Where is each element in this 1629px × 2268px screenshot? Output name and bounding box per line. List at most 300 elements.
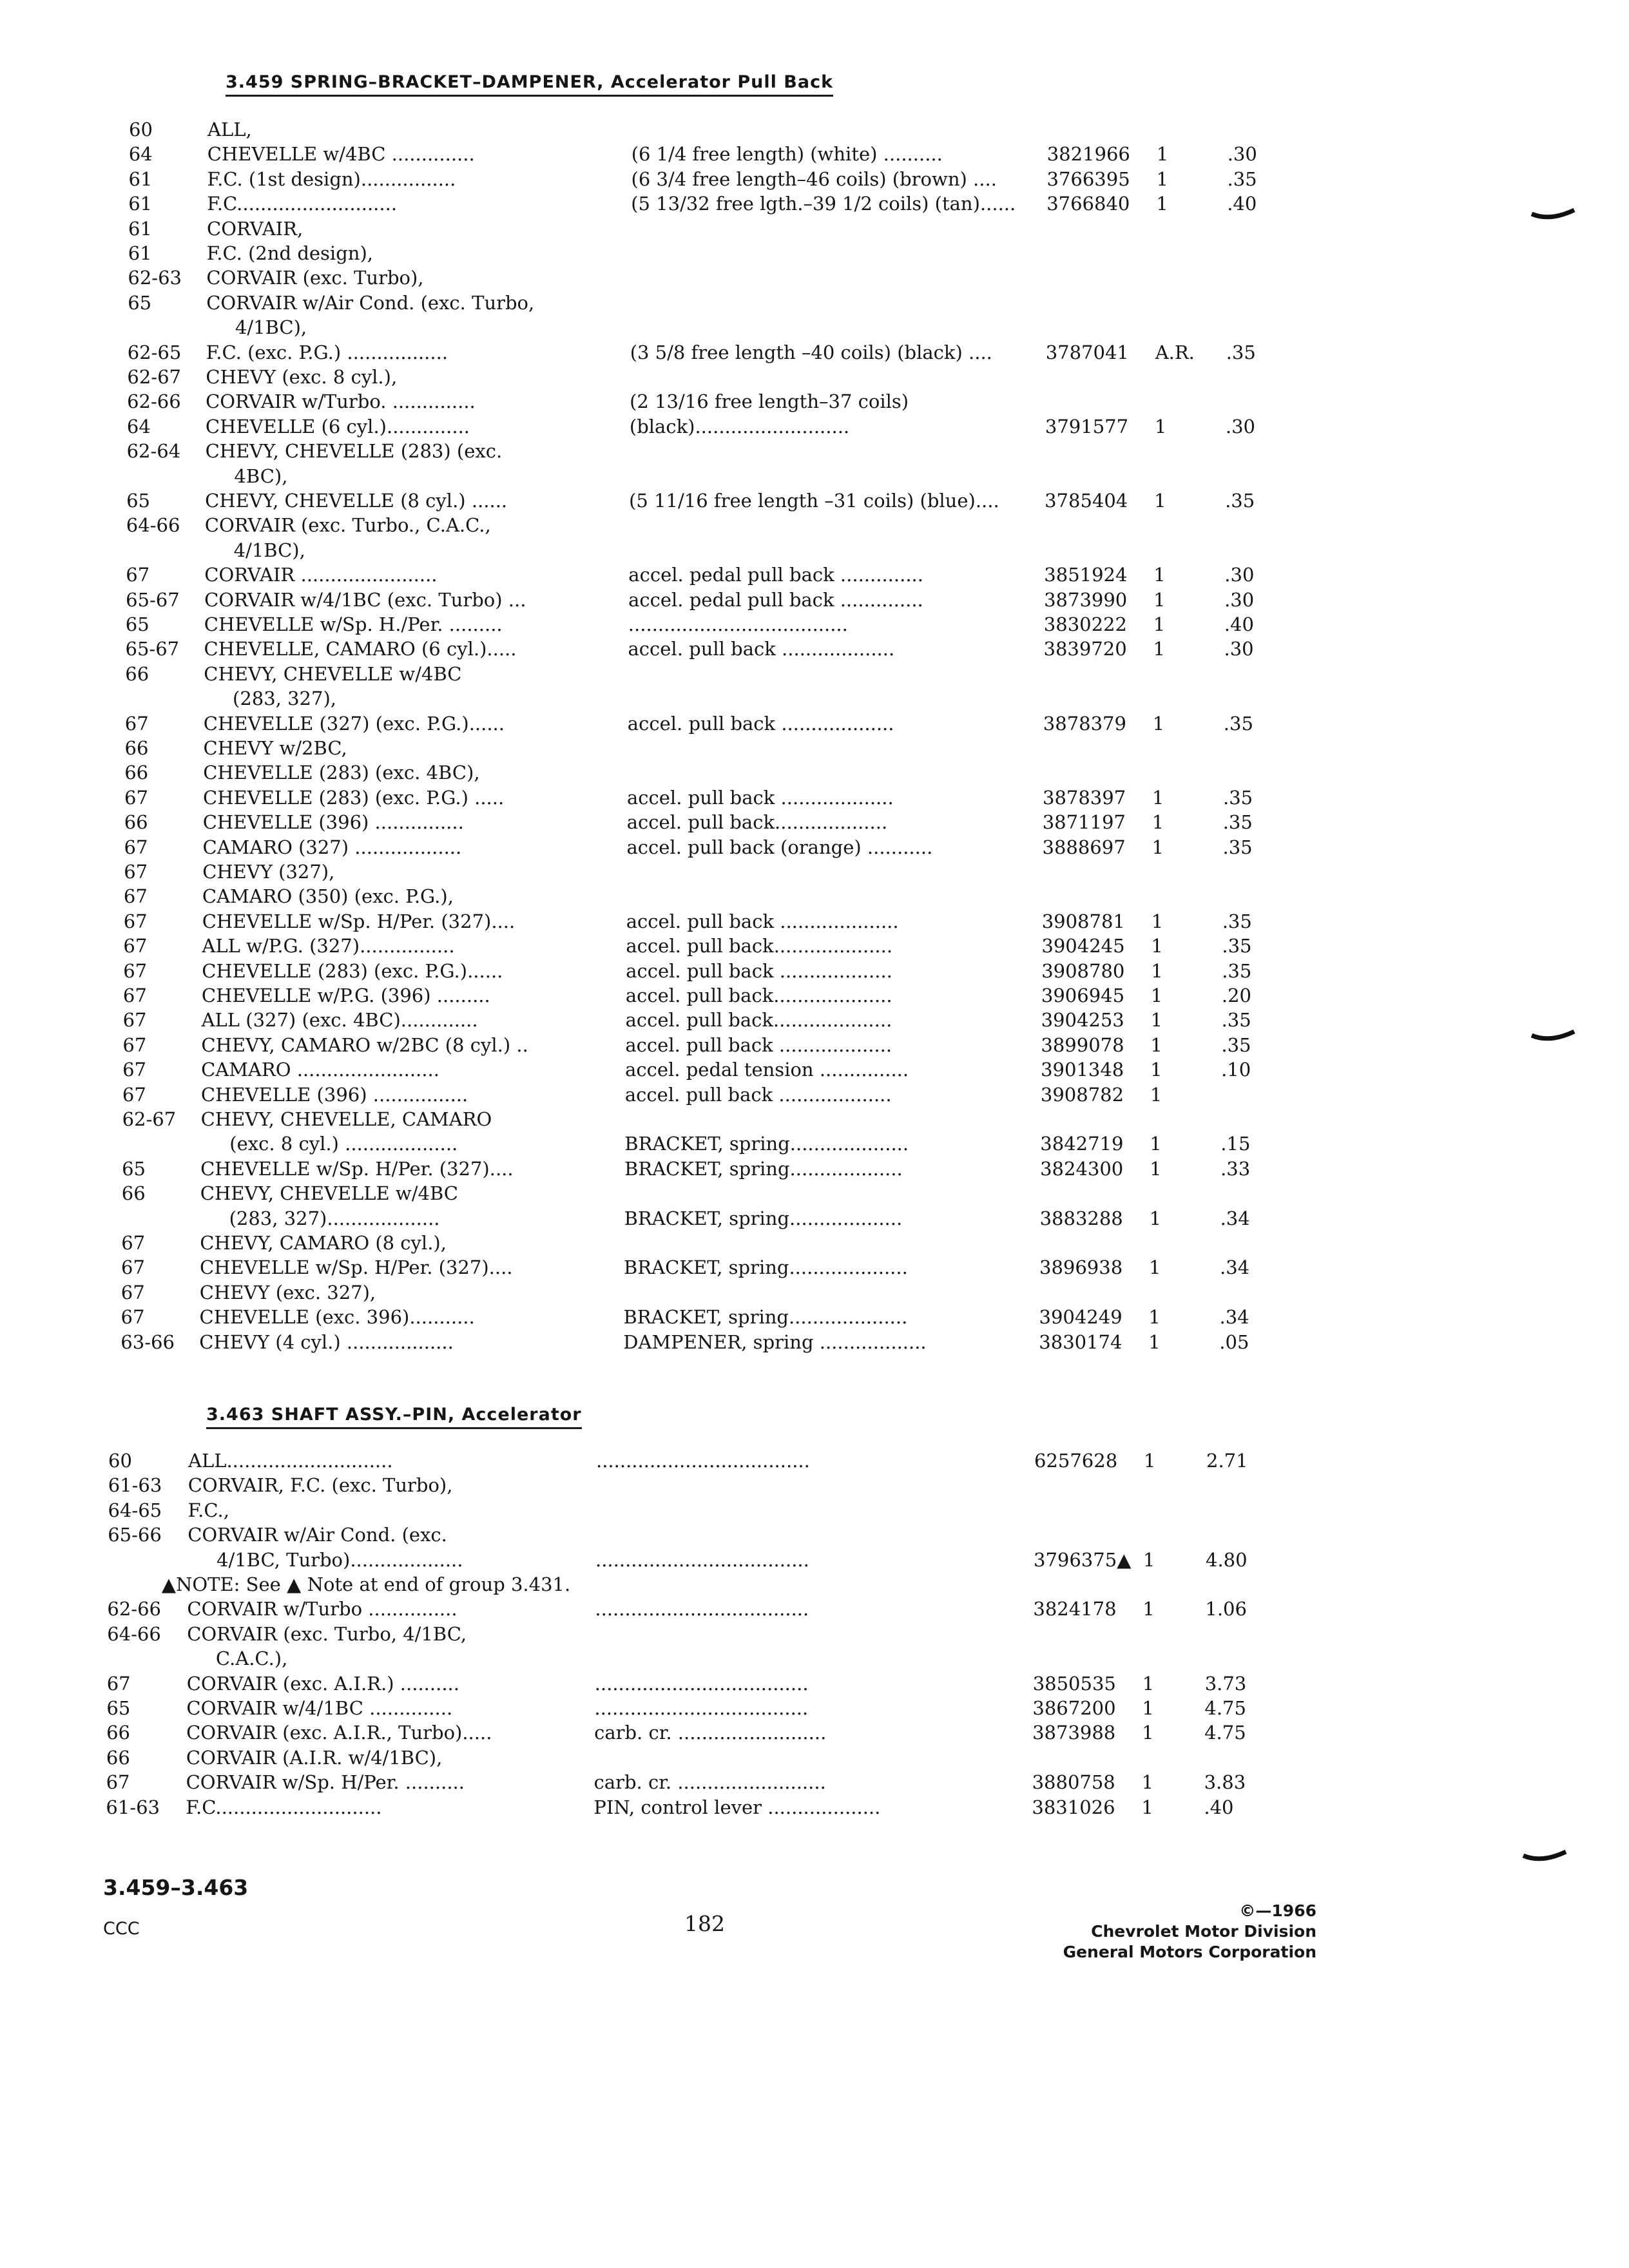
table-row xyxy=(0,1622,1224,1646)
cell-price: .30 xyxy=(1227,143,1257,166)
cell-price: 4.75 xyxy=(1204,1697,1246,1719)
cell-qty: 1 xyxy=(1150,1133,1162,1155)
cell-desc: carb. cr. ......................... xyxy=(594,1722,827,1744)
cell-part: 3824300 xyxy=(1040,1157,1124,1180)
cell-year: 66 xyxy=(125,662,149,685)
cell-part: 3830174 xyxy=(1039,1331,1123,1353)
cell-qty: 1 xyxy=(1142,1697,1154,1719)
cell-app: CHEVY (exc. 8 cyl.), xyxy=(206,366,398,388)
table-row xyxy=(0,637,1254,661)
table-row xyxy=(0,1082,1224,1107)
cell-part: 3851924 xyxy=(1044,564,1128,586)
cell-part: 3824178 xyxy=(1033,1598,1117,1620)
cell-year: 67 xyxy=(122,1083,146,1106)
cell-desc: (black).......................... xyxy=(629,415,850,437)
cell-year: 65 xyxy=(122,1157,146,1180)
cell-year: 67 xyxy=(121,1256,145,1279)
cell-app: CORVAIR w/Turbo. .............. xyxy=(206,390,476,413)
table-row xyxy=(0,736,1224,760)
table-row xyxy=(0,340,1256,365)
table-row xyxy=(0,860,1224,884)
cell-app: (283, 327), xyxy=(233,687,336,710)
cell-part: 3831026 xyxy=(1032,1796,1115,1818)
cell-app: F.C., xyxy=(188,1499,229,1521)
cell-app: CHEVELLE (283) (exc. 4BC), xyxy=(203,762,480,784)
cell-part: 3842719 xyxy=(1040,1133,1124,1155)
cell-app: (283, 327)................... xyxy=(229,1207,440,1229)
cell-year: 64 xyxy=(128,143,153,166)
cell-year: 65 xyxy=(106,1697,131,1719)
cell-price: .35 xyxy=(1222,910,1252,932)
table-row xyxy=(0,1280,1224,1305)
cell-year: 61 xyxy=(128,168,153,190)
cell-desc: (6 1/4 free length) (white) .......... xyxy=(631,143,943,166)
cell-price: .35 xyxy=(1222,811,1253,834)
cell-qty: 1 xyxy=(1153,564,1166,586)
cell-app: CHEVY, CHEVELLE, CAMARO xyxy=(200,1108,492,1130)
table-row xyxy=(0,265,1224,290)
table-row xyxy=(0,1206,1250,1231)
cell-app: CORVAIR (exc. A.I.R.) .......... xyxy=(186,1672,459,1695)
cell-price: .30 xyxy=(1224,638,1254,660)
cell-part: 3904253 xyxy=(1041,1009,1124,1032)
cell-part: 3888697 xyxy=(1042,836,1126,858)
table-row xyxy=(0,167,1257,191)
table-row xyxy=(0,1107,1224,1131)
cell-qty: 1 xyxy=(1150,1033,1162,1056)
cell-desc: accel. pedal pull back .............. xyxy=(628,588,923,611)
table-row xyxy=(0,1448,1248,1473)
table-row xyxy=(0,117,1224,142)
table-row xyxy=(0,142,1257,166)
cell-year: 65-66 xyxy=(108,1524,162,1546)
table-row xyxy=(0,1696,1246,1720)
cell-price: 4.80 xyxy=(1206,1548,1248,1571)
cell-part: 3908782 xyxy=(1040,1083,1124,1106)
table-row xyxy=(0,365,1224,389)
cell-part: 3873988 xyxy=(1032,1722,1116,1744)
cell-part: 3908780 xyxy=(1041,959,1125,982)
cell-part: 3839720 xyxy=(1043,638,1127,660)
binding-mark-icon xyxy=(1530,1029,1576,1043)
footer-copyright: ©—1966 xyxy=(1239,1901,1316,1920)
cell-part: 3904249 xyxy=(1039,1306,1123,1329)
footer-code: CCC xyxy=(103,1919,140,1939)
cell-qty: 1 xyxy=(1150,1009,1163,1032)
cell-desc: carb. cr. ......................... xyxy=(593,1771,826,1794)
cell-price: .35 xyxy=(1222,935,1252,957)
cell-price: .30 xyxy=(1225,415,1256,437)
cell-qty: 1 xyxy=(1141,1796,1153,1818)
footer-group-range: 3.459–3.463 xyxy=(103,1875,249,1900)
cell-qty: 1 xyxy=(1152,836,1164,858)
cell-year: 67 xyxy=(122,1059,146,1081)
cell-app: CHEVY (327), xyxy=(202,861,335,883)
cell-part: 3766840 xyxy=(1046,193,1130,215)
cell-desc: ..................................... xyxy=(628,613,848,635)
cell-app: CORVAIR w/Sp. H/Per. .......... xyxy=(186,1771,465,1794)
cell-app: CORVAIR (exc. Turbo), xyxy=(206,267,424,289)
cell-app: CORVAIR w/Turbo ............... xyxy=(187,1598,458,1620)
cell-part: 3873990 xyxy=(1044,588,1128,611)
cell-app: ▲NOTE: See ▲ Note at end of group 3.431. xyxy=(161,1573,571,1595)
cell-qty: 1 xyxy=(1154,490,1166,512)
cell-app: CHEVY, CHEVELLE w/4BC xyxy=(200,1182,458,1205)
cell-price: 1.06 xyxy=(1205,1598,1247,1620)
cell-desc: accel. pull back ................... xyxy=(624,1083,892,1106)
table-row xyxy=(0,1770,1246,1794)
cell-year: 62-66 xyxy=(127,390,181,413)
cell-desc: accel. pull back.................... xyxy=(625,985,892,1006)
cell-price: .35 xyxy=(1223,712,1253,735)
cell-price: .35 xyxy=(1227,168,1257,190)
cell-app: CHEVELLE, CAMARO (6 cyl.)..... xyxy=(204,638,517,660)
cell-price: 3.83 xyxy=(1204,1771,1246,1794)
cell-year: 66 xyxy=(124,737,149,759)
cell-app: CHEVELLE (283) (exc. P.G.) ..... xyxy=(203,786,505,809)
cell-qty: 1 xyxy=(1150,1083,1162,1106)
cell-qty: 1 xyxy=(1156,143,1169,166)
cell-year: 62-66 xyxy=(107,1598,161,1620)
cell-app: ALL w/P.G. (327)................ xyxy=(202,935,455,957)
cell-year: 60 xyxy=(129,119,153,140)
cell-qty: 1 xyxy=(1150,1059,1162,1081)
binding-mark-icon xyxy=(1522,1849,1567,1863)
cell-year: 67 xyxy=(120,1306,145,1329)
table-row xyxy=(0,1720,1246,1745)
table-row xyxy=(0,1646,1224,1671)
cell-desc: BRACKET, spring.................... xyxy=(624,1256,908,1279)
cell-desc: BRACKET, spring.................... xyxy=(624,1133,909,1155)
cell-app: CAMARO (350) (exc. P.G.), xyxy=(202,885,454,908)
cell-year: 67 xyxy=(122,985,147,1006)
cell-qty: 1 xyxy=(1142,1672,1155,1695)
cell-price: .34 xyxy=(1219,1306,1249,1329)
cell-desc: (5 11/16 free length –31 coils) (blue).... xyxy=(629,490,999,512)
cell-part: 3850535 xyxy=(1032,1672,1116,1695)
cell-qty: 1 xyxy=(1156,193,1168,215)
table-row xyxy=(0,785,1253,810)
table-row xyxy=(0,1157,1251,1181)
cell-qty: 1 xyxy=(1153,638,1165,660)
cell-app: CHEVELLE (6 cyl.).............. xyxy=(205,415,470,437)
cell-app: 4BC), xyxy=(234,465,288,487)
table-row xyxy=(0,1745,1224,1770)
cell-qty: 1 xyxy=(1152,712,1165,735)
cell-price: .35 xyxy=(1221,1033,1251,1056)
cell-app: (exc. 8 cyl.) ................... xyxy=(229,1133,458,1155)
cell-year: 60 xyxy=(108,1450,132,1472)
cell-qty: 1 xyxy=(1152,786,1164,809)
cell-app: CHEVELLE (396) ............... xyxy=(202,811,464,834)
cell-app: CHEVY w/2BC, xyxy=(203,737,347,759)
cell-part: 3766395 xyxy=(1046,168,1130,190)
cell-app: CHEVY, CAMARO (8 cyl.), xyxy=(200,1232,447,1254)
table-row xyxy=(0,1131,1251,1156)
cell-qty: 1 xyxy=(1148,1306,1161,1329)
cell-desc: accel. pull back .................... xyxy=(626,910,899,932)
table-row xyxy=(0,686,1224,711)
cell-part: 3883288 xyxy=(1039,1207,1123,1229)
cell-desc: (6 3/4 free length–46 coils) (brown) .... xyxy=(631,168,997,190)
cell-qty: 1 xyxy=(1141,1771,1154,1794)
cell-app: ALL, xyxy=(207,119,252,140)
cell-price: .15 xyxy=(1220,1133,1251,1155)
cell-price: 4.75 xyxy=(1204,1722,1246,1744)
cell-year: 61 xyxy=(128,193,153,215)
cell-app: F.C. (2nd design), xyxy=(206,242,373,264)
cell-year: 66 xyxy=(124,762,149,784)
cell-price: 3.73 xyxy=(1204,1672,1247,1695)
cell-year: 66 xyxy=(124,811,148,834)
cell-year: 61 xyxy=(128,217,152,240)
table-row xyxy=(0,1008,1251,1032)
table-row xyxy=(0,464,1224,488)
page-number: 182 xyxy=(684,1911,725,1936)
cell-year: 65 xyxy=(125,613,149,635)
cell-year: 66 xyxy=(106,1746,130,1769)
cell-price: .10 xyxy=(1221,1059,1251,1081)
cell-app: CORVAIR w/4/1BC (exc. Turbo) ... xyxy=(204,588,526,611)
cell-desc: BRACKET, spring................... xyxy=(624,1207,903,1229)
cell-desc: .................................... xyxy=(594,1672,809,1695)
cell-app: ALL............................ xyxy=(188,1450,393,1472)
cell-app: CORVAIR, F.C. (exc. Turbo), xyxy=(188,1474,453,1497)
table-row xyxy=(0,241,1224,265)
cell-year: 67 xyxy=(123,935,148,957)
cell-price: .35 xyxy=(1222,836,1253,858)
cell-price: .20 xyxy=(1221,985,1252,1006)
cell-year: 67 xyxy=(123,885,148,908)
cell-year: 65-67 xyxy=(126,588,180,611)
cell-part: 3821966 xyxy=(1046,143,1130,166)
cell-desc: PIN, control lever ................... xyxy=(593,1796,881,1818)
cell-qty: 1 xyxy=(1149,1207,1162,1229)
cell-price: .40 xyxy=(1204,1796,1234,1818)
section-heading-3-463: 3.463 SHAFT ASSY.–PIN, Accelerator xyxy=(206,1405,582,1429)
table-row xyxy=(0,1473,1224,1497)
cell-part: 3880758 xyxy=(1032,1771,1115,1794)
cell-price: .34 xyxy=(1220,1207,1250,1229)
cell-desc: .................................... xyxy=(596,1450,810,1472)
cell-app: CAMARO ........................ xyxy=(201,1059,439,1081)
cell-part: 3830222 xyxy=(1043,613,1127,635)
cell-price: .35 xyxy=(1223,786,1253,809)
cell-app: CHEVY (4 cyl.) .................. xyxy=(199,1331,454,1353)
cell-price: .30 xyxy=(1224,564,1255,586)
table-row xyxy=(0,810,1253,834)
cell-desc: accel. pull back................... xyxy=(626,811,888,834)
table-row xyxy=(0,562,1255,587)
cell-year: 62-64 xyxy=(126,440,181,463)
cell-price: .40 xyxy=(1227,193,1257,215)
cell-year: 64-66 xyxy=(107,1622,161,1645)
cell-price: .35 xyxy=(1221,1009,1251,1032)
cell-year: 62-63 xyxy=(128,267,182,289)
cell-app: CAMARO (327) .................. xyxy=(202,836,462,858)
cell-qty: 1 xyxy=(1144,1450,1156,1472)
cell-app: F.C. (exc. P.G.) ................. xyxy=(206,341,448,363)
cell-app: CHEVELLE (283) (exc. P.G.)...... xyxy=(202,959,503,982)
table-row xyxy=(0,538,1224,562)
cell-desc: (3 5/8 free length –40 coils) (black) .... xyxy=(630,341,992,363)
table-row xyxy=(0,934,1252,958)
cell-part: 6257628 xyxy=(1034,1450,1118,1472)
table-row xyxy=(0,1033,1251,1057)
cell-app: CORVAIR ....................... xyxy=(204,564,438,586)
cell-desc: (2 13/16 free length–37 coils) xyxy=(630,390,909,413)
table-row xyxy=(0,1548,1248,1572)
cell-part: 3871197 xyxy=(1042,811,1126,834)
cell-app: CORVAIR w/4/1BC .............. xyxy=(186,1697,453,1719)
table-row xyxy=(0,488,1255,513)
cell-part: 3906945 xyxy=(1041,985,1125,1006)
cell-year: 67 xyxy=(106,1771,130,1794)
table-row xyxy=(0,612,1254,637)
table-row xyxy=(0,1231,1224,1255)
cell-qty: 1 xyxy=(1150,985,1163,1006)
cell-year: 65-67 xyxy=(125,638,180,660)
cell-app: CHEVELLE w/Sp. H/Per. (327).... xyxy=(200,1157,514,1180)
cell-app: CORVAIR w/Air Cond. (exc. Turbo, xyxy=(206,291,535,314)
cell-year: 64-66 xyxy=(126,514,180,537)
cell-part: 3787041 xyxy=(1045,341,1129,363)
cell-price: .35 xyxy=(1222,959,1252,982)
cell-desc: .................................... xyxy=(595,1548,809,1571)
cell-app: CHEVELLE (exc. 396)........... xyxy=(199,1306,475,1329)
cell-year: 67 xyxy=(124,712,149,735)
cell-qty: 1 xyxy=(1153,613,1166,635)
cell-part: 3878379 xyxy=(1043,712,1126,735)
cell-desc: DAMPENER, spring .................. xyxy=(623,1331,927,1353)
footer-division: Chevrolet Motor Division xyxy=(1091,1922,1316,1941)
cell-year: 67 xyxy=(122,1009,147,1032)
cell-app: CORVAIR (exc. Turbo, 4/1BC, xyxy=(187,1622,467,1645)
cell-qty: 1 xyxy=(1152,811,1164,834)
cell-year: 64-65 xyxy=(108,1499,162,1521)
cell-price: .35 xyxy=(1225,490,1255,512)
table-row xyxy=(0,1523,1224,1547)
cell-year: 67 xyxy=(123,910,148,932)
cell-app: CHEVELLE w/P.G. (396) ......... xyxy=(201,985,490,1006)
cell-qty: 1 xyxy=(1154,415,1167,437)
cell-desc: accel. pedal tension ............... xyxy=(625,1059,909,1081)
cell-year: 65 xyxy=(128,291,152,314)
cell-app: CHEVELLE w/Sp. H/Per. (327).... xyxy=(200,1256,513,1279)
cell-desc: accel. pull back ................... xyxy=(628,638,895,660)
cell-app: CHEVELLE w/4BC .............. xyxy=(207,143,475,166)
table-row xyxy=(0,662,1224,686)
cell-desc: accel. pedal pull back .............. xyxy=(628,564,923,586)
table-row xyxy=(0,315,1224,340)
cell-part: 3908781 xyxy=(1041,910,1125,932)
table-row xyxy=(0,1255,1250,1280)
table-row xyxy=(0,711,1253,736)
cell-year: 62-67 xyxy=(122,1108,177,1130)
cell-desc: accel. pull back.................... xyxy=(626,935,893,957)
cell-app: CHEVY, CHEVELLE w/4BC xyxy=(204,662,462,685)
cell-app: CHEVELLE (327) (exc. P.G.)...... xyxy=(203,712,505,735)
cell-desc: BRACKET, spring.................... xyxy=(623,1306,908,1329)
table-row xyxy=(0,909,1252,934)
cell-year: 62-65 xyxy=(127,341,182,363)
cell-desc: (5 13/32 free lgth.–39 1/2 coils) (tan)...... xyxy=(631,193,1016,215)
cell-year: 61-63 xyxy=(108,1474,162,1497)
binding-mark-icon xyxy=(1530,207,1576,222)
cell-price: .05 xyxy=(1219,1331,1249,1353)
table-row xyxy=(0,1597,1247,1621)
cell-year: 67 xyxy=(123,959,148,982)
cell-app: 4/1BC, Turbo)................... xyxy=(217,1548,463,1571)
cell-year: 67 xyxy=(122,1033,147,1056)
cell-app: 4/1BC), xyxy=(235,316,307,339)
cell-price: .40 xyxy=(1224,613,1254,635)
cell-year: 61-63 xyxy=(106,1796,160,1818)
cell-part: 3796375▲ xyxy=(1034,1548,1132,1571)
cell-desc: BRACKET, spring................... xyxy=(624,1157,903,1180)
footer-publisher xyxy=(1063,1901,1316,1963)
cell-qty: 1 xyxy=(1156,168,1168,190)
cell-qty: 1 xyxy=(1153,588,1166,611)
cell-price: .35 xyxy=(1226,341,1256,363)
table-row xyxy=(0,1572,1224,1597)
cell-desc: accel. pull back (orange) ........... xyxy=(626,836,933,858)
cell-app: CORVAIR, xyxy=(207,217,304,240)
cell-year: 65 xyxy=(126,490,150,512)
section-heading-3-459: 3.459 SPRING–BRACKET–DAMPENER, Accelerator Pull Back xyxy=(226,72,833,97)
table-row xyxy=(0,291,1224,315)
cell-year: 67 xyxy=(126,564,150,586)
cell-price: .33 xyxy=(1220,1157,1251,1180)
cell-part: 3901348 xyxy=(1041,1059,1124,1081)
cell-year: 66 xyxy=(106,1722,130,1744)
cell-qty: 1 xyxy=(1150,1157,1162,1180)
table-row xyxy=(0,439,1224,463)
cell-price: 2.71 xyxy=(1206,1450,1248,1472)
table-row xyxy=(0,216,1224,241)
cell-part: 3896938 xyxy=(1039,1256,1123,1279)
table-row xyxy=(0,1330,1249,1354)
cell-year: 67 xyxy=(124,786,148,809)
cell-qty: 1 xyxy=(1151,935,1163,957)
cell-app: F.C............................ xyxy=(186,1796,382,1818)
table-row xyxy=(0,760,1224,785)
cell-app: CHEVELLE w/Sp. H./Per. ......... xyxy=(204,613,503,635)
cell-year: 67 xyxy=(106,1672,131,1695)
table-row xyxy=(0,983,1252,1008)
table-row xyxy=(0,1671,1247,1696)
cell-qty: 1 xyxy=(1142,1598,1155,1620)
cell-qty: 1 xyxy=(1142,1722,1154,1744)
cell-year: 61 xyxy=(128,242,152,264)
table-row xyxy=(0,1498,1224,1523)
table-row xyxy=(0,191,1257,216)
cell-part: 3791577 xyxy=(1045,415,1129,437)
cell-year: 67 xyxy=(121,1232,146,1254)
table-row xyxy=(0,1181,1224,1206)
cell-app: 4/1BC), xyxy=(233,539,305,561)
cell-app: CHEVELLE w/Sp. H/Per. (327).... xyxy=(202,910,516,932)
table-row xyxy=(0,588,1255,612)
cell-desc: .................................... xyxy=(594,1697,809,1719)
cell-year: 67 xyxy=(120,1281,145,1303)
cell-year: 67 xyxy=(124,861,148,883)
cell-desc: accel. pull back ................... xyxy=(627,712,894,735)
cell-desc: accel. pull back.................... xyxy=(625,1009,892,1032)
cell-part: 3785404 xyxy=(1045,490,1128,512)
cell-part: 3878397 xyxy=(1043,786,1126,809)
table-row xyxy=(0,959,1252,983)
